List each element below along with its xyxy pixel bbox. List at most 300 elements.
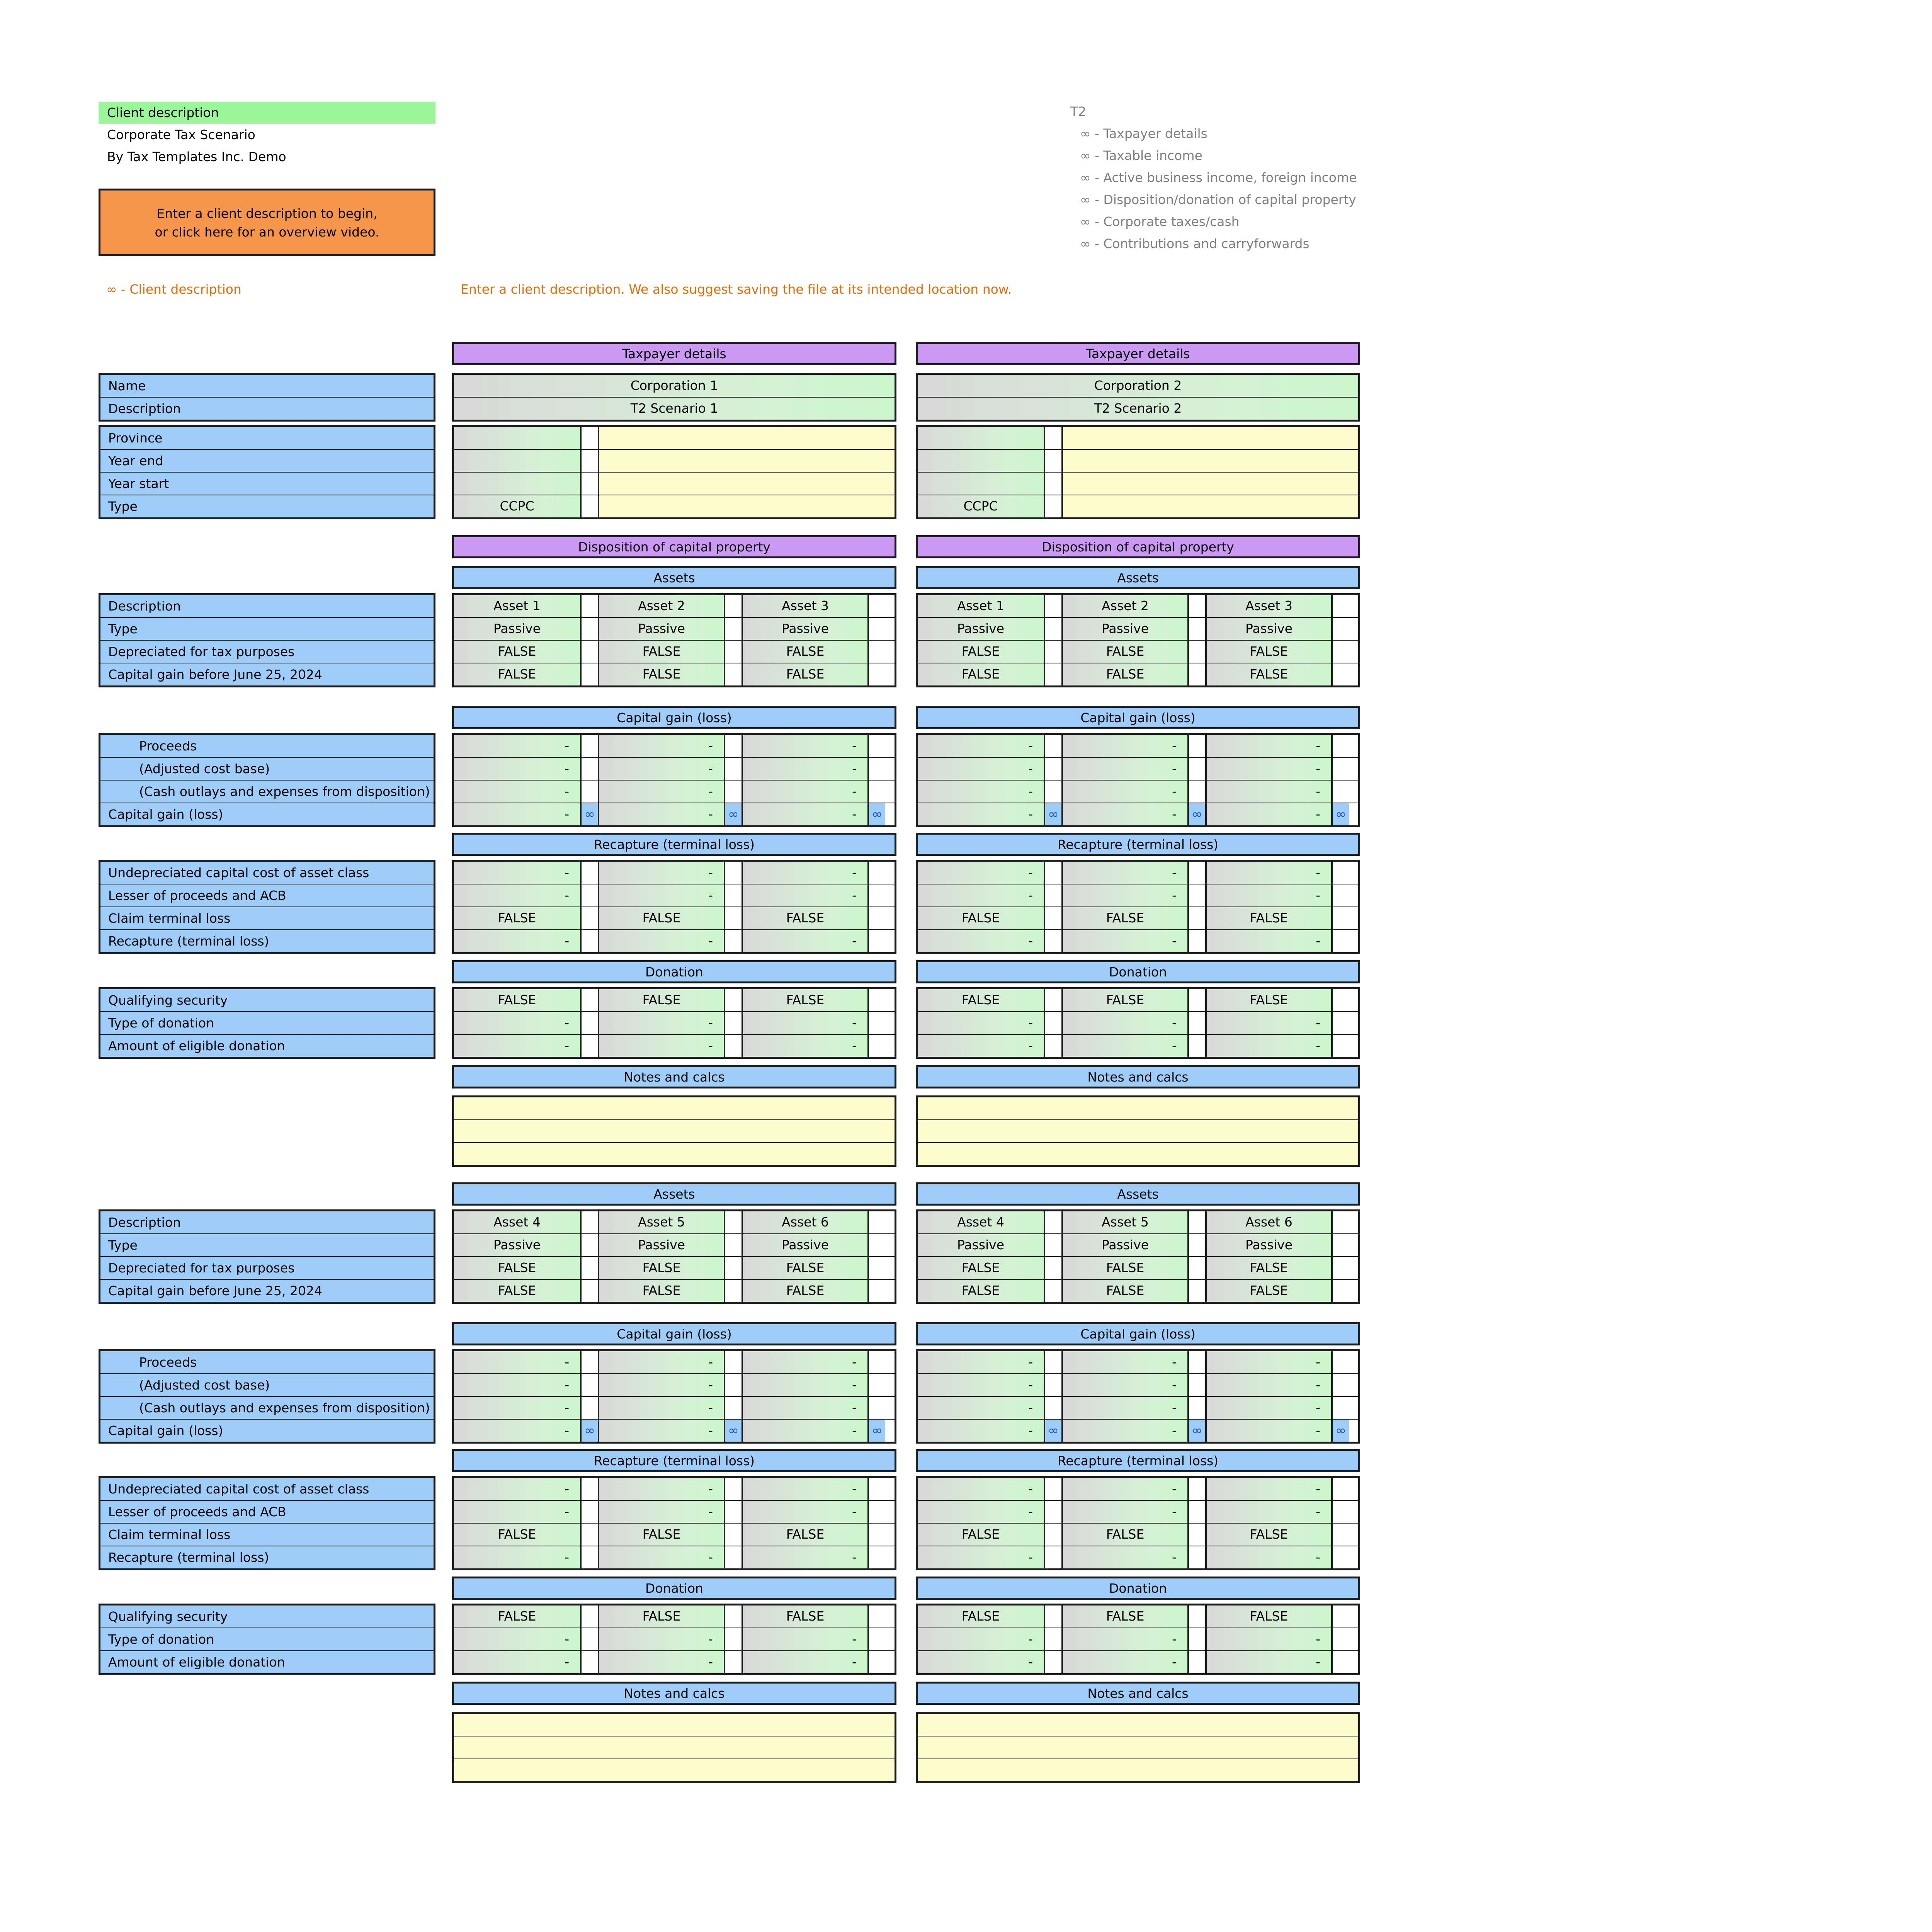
link-icon[interactable]: ∞ (1187, 1420, 1205, 1442)
corporation-name-cell[interactable]: Corporation 1 (454, 375, 895, 397)
amount-cell[interactable]: - (742, 1351, 867, 1373)
amount-cell[interactable]: - (1205, 1501, 1331, 1523)
taxpayer-year-start-cell[interactable] (454, 473, 580, 495)
spacer-cell (724, 1280, 742, 1302)
false-value-cell[interactable]: FALSE (598, 641, 724, 663)
scenario-description-cell[interactable]: T2 Scenario 1 (454, 398, 895, 420)
spacer-cell (867, 930, 885, 952)
label-cg-before: Capital gain before June 25, 2024 (100, 663, 434, 685)
false-value-cell[interactable]: FALSE (1205, 1605, 1331, 1628)
taxpayer-year-end-cell[interactable] (454, 450, 580, 472)
grid-row (918, 663, 1358, 685)
notes-input-row[interactable] (454, 1142, 895, 1165)
spacer-cell (1187, 1478, 1205, 1500)
spacer-cell (1187, 1035, 1205, 1057)
amount-cell[interactable]: - (598, 1351, 724, 1373)
overview-video-button[interactable] (99, 189, 435, 256)
asset-name-cell[interactable]: Asset 6 (1205, 1211, 1331, 1233)
false-value-cell[interactable]: FALSE (1061, 663, 1187, 685)
amount-cell[interactable]: - (454, 803, 580, 825)
link-icon[interactable]: ∞ (867, 1420, 885, 1442)
amount-cell[interactable]: - (918, 930, 1044, 952)
amount-cell[interactable]: - (1205, 1420, 1331, 1442)
amount-cell[interactable]: - (454, 758, 580, 780)
amount-cell[interactable]: - (742, 1478, 867, 1500)
amount-cell[interactable]: - (742, 781, 867, 803)
amount-cell[interactable]: - (598, 1012, 724, 1034)
amount-cell[interactable]: - (598, 1397, 724, 1419)
label-capital-gain: Capital gain (loss) (100, 803, 434, 825)
spacer-cell (867, 1374, 885, 1396)
amount-cell[interactable]: - (454, 1012, 580, 1034)
amount-cell[interactable]: - (598, 1546, 724, 1568)
asset-type-cell[interactable]: Passive (454, 1234, 580, 1256)
taxpayer-year-start-note[interactable] (1061, 473, 1358, 495)
link-icon[interactable]: ∞ (1044, 1420, 1061, 1442)
taxpayer-province-note[interactable] (1061, 427, 1358, 449)
asset-type-cell[interactable]: Passive (742, 618, 867, 640)
amount-cell[interactable]: - (918, 735, 1044, 757)
false-value-cell[interactable]: FALSE (598, 989, 724, 1011)
amount-cell[interactable]: - (598, 735, 724, 757)
spacer-cell (1331, 989, 1349, 1011)
toc-link-taxable-income[interactable]: ∞ - Taxable income (1080, 148, 1202, 163)
grid-row (918, 640, 1358, 663)
spacer-cell (1044, 1035, 1061, 1057)
amount-cell[interactable]: - (918, 781, 1044, 803)
false-value-cell[interactable]: FALSE (454, 1280, 580, 1302)
amount-cell[interactable]: - (598, 862, 724, 884)
grid-row (918, 862, 1358, 884)
false-value-cell[interactable]: FALSE (742, 1524, 867, 1546)
spacer-cell (1044, 907, 1061, 929)
amount-cell[interactable]: - (454, 1351, 580, 1373)
asset-name-cell[interactable]: Asset 2 (598, 595, 724, 617)
spacer-cell (580, 907, 598, 929)
false-value-cell[interactable]: FALSE (1061, 1280, 1187, 1302)
asset-name-cell[interactable]: Asset 4 (918, 1211, 1044, 1233)
false-value-cell[interactable]: FALSE (918, 1605, 1044, 1628)
grid-row (454, 1256, 895, 1279)
amount-cell[interactable]: - (598, 1628, 724, 1650)
spacer-cell (1044, 1234, 1061, 1256)
amount-cell[interactable]: - (1061, 1374, 1187, 1396)
link-icon[interactable]: ∞ (580, 803, 598, 825)
taxpayer-year-end-note[interactable] (598, 450, 895, 472)
notes-input-row[interactable] (918, 1097, 1358, 1119)
taxpayer-province-cell[interactable] (918, 427, 1044, 449)
amount-cell[interactable]: - (598, 1501, 724, 1523)
amount-cell[interactable]: - (598, 1420, 724, 1442)
asset-type-cell[interactable]: Passive (918, 1234, 1044, 1256)
taxpayer-year-start-note[interactable] (598, 473, 895, 495)
amount-cell[interactable]: - (742, 758, 867, 780)
taxpayer-type-note[interactable] (1061, 495, 1358, 517)
amount-cell[interactable]: - (1061, 930, 1187, 952)
false-value-cell[interactable]: FALSE (1205, 641, 1331, 663)
taxpayer-year-end-cell[interactable] (918, 450, 1044, 472)
asset-type-cell[interactable]: Passive (598, 618, 724, 640)
amount-cell[interactable]: - (454, 1374, 580, 1396)
amount-cell[interactable]: - (454, 1478, 580, 1500)
amount-cell[interactable]: - (918, 1501, 1044, 1523)
spacer-cell (1187, 595, 1205, 617)
asset-name-cell[interactable]: Asset 1 (454, 595, 580, 617)
false-value-cell[interactable]: FALSE (454, 1257, 580, 1279)
amount-cell[interactable]: - (918, 1035, 1044, 1057)
amount-cell[interactable]: - (918, 1546, 1044, 1568)
amount-cell[interactable]: - (1205, 1628, 1331, 1650)
spacer-cell (1187, 1501, 1205, 1523)
label-cg-before: Capital gain before June 25, 2024 (100, 1279, 434, 1302)
spacer-cell (724, 862, 742, 884)
amount-cell[interactable]: - (454, 1628, 580, 1650)
amount-cell[interactable]: - (454, 1397, 580, 1419)
amount-cell[interactable]: - (1205, 1351, 1331, 1373)
toc-link-disposition-donation[interactable]: ∞ - Disposition/donation of capital property (1080, 192, 1356, 207)
amount-cell[interactable]: - (1205, 1397, 1331, 1419)
false-value-cell[interactable]: FALSE (598, 1280, 724, 1302)
false-value-cell[interactable]: FALSE (1061, 907, 1187, 929)
label-description: Description (108, 599, 181, 614)
notes-input-row[interactable] (454, 1097, 895, 1119)
amount-cell[interactable]: - (1061, 1351, 1187, 1373)
notes-input-row[interactable] (454, 1119, 895, 1142)
amount-cell[interactable]: - (918, 1374, 1044, 1396)
asset-name-cell[interactable]: Asset 5 (598, 1211, 724, 1233)
false-value-cell[interactable]: FALSE (742, 641, 867, 663)
spacer-cell (1187, 781, 1205, 803)
spacer-cell (1044, 1501, 1061, 1523)
taxpayer-year-start-cell[interactable] (918, 473, 1044, 495)
spacer-cell (1331, 641, 1349, 663)
link-icon[interactable]: ∞ (1187, 803, 1205, 825)
asset-name-cell[interactable]: Asset 5 (1061, 1211, 1187, 1233)
false-value-cell[interactable]: FALSE (918, 663, 1044, 685)
amount-cell[interactable]: - (598, 758, 724, 780)
amount-cell[interactable]: - (1205, 1374, 1331, 1396)
amount-cell[interactable]: - (454, 781, 580, 803)
amount-cell[interactable]: - (742, 1501, 867, 1523)
amount-cell[interactable]: - (598, 884, 724, 906)
amount-cell[interactable]: - (742, 1546, 867, 1568)
false-value-cell[interactable]: FALSE (598, 663, 724, 685)
amount-cell[interactable]: - (1061, 1546, 1187, 1568)
link-icon[interactable]: ∞ (867, 803, 885, 825)
false-value-cell[interactable]: FALSE (1205, 663, 1331, 685)
taxpayer-name-grid (916, 373, 1360, 422)
notes-grid (916, 1712, 1360, 1783)
spacer-cell (580, 1651, 598, 1673)
toc-link-corporate-taxes[interactable]: ∞ - Corporate taxes/cash (1080, 214, 1240, 229)
false-value-cell[interactable]: FALSE (1061, 1524, 1187, 1546)
spacer-cell (580, 989, 598, 1011)
amount-cell[interactable]: - (1205, 1478, 1331, 1500)
toc-link-active-business-income[interactable]: ∞ - Active business income, foreign income (1080, 170, 1357, 185)
amount-cell[interactable]: - (1061, 1420, 1187, 1442)
spacer-cell (1044, 735, 1061, 757)
false-value-cell[interactable]: FALSE (1205, 1524, 1331, 1546)
data-grid (916, 860, 1360, 954)
spacer-cell (867, 1035, 885, 1057)
link-icon[interactable]: ∞ (580, 1420, 598, 1442)
data-grid (452, 593, 896, 687)
amount-cell[interactable]: - (918, 1397, 1044, 1419)
asset-name-cell[interactable]: Asset 3 (1205, 595, 1331, 617)
spacer-cell (1187, 989, 1205, 1011)
notes-grid (916, 1095, 1360, 1167)
false-value-cell[interactable]: FALSE (1061, 1257, 1187, 1279)
amount-cell[interactable]: - (454, 1546, 580, 1568)
taxpayer-province-note[interactable] (598, 427, 895, 449)
link-icon[interactable]: ∞ (1331, 803, 1349, 825)
label-eligible: Amount of eligible donation (100, 1650, 434, 1673)
label-block (99, 987, 435, 1059)
spacer-cell (1044, 1397, 1061, 1419)
label-block (99, 1476, 435, 1570)
notes-input-row[interactable] (454, 1759, 895, 1781)
false-value-cell[interactable]: FALSE (742, 1280, 867, 1302)
grid-row (918, 595, 1358, 617)
false-value-cell[interactable]: FALSE (918, 1524, 1044, 1546)
spacer-cell (867, 1257, 885, 1279)
client-description-link[interactable]: ∞ - Client description (106, 282, 242, 297)
label-year-start: Year start (100, 472, 434, 495)
taxpayer-name-grid (452, 373, 896, 422)
asset-name-cell[interactable]: Asset 2 (1061, 595, 1187, 617)
amount-cell[interactable]: - (1205, 1012, 1331, 1034)
amount-cell[interactable]: - (598, 930, 724, 952)
amount-cell[interactable]: - (742, 1035, 867, 1057)
amount-cell[interactable]: - (742, 862, 867, 884)
notes-input-row[interactable] (454, 1736, 895, 1759)
amount-cell[interactable]: - (454, 1420, 580, 1442)
amount-cell[interactable]: - (454, 1651, 580, 1673)
label-recapture: Recapture (terminal loss) (100, 1546, 434, 1568)
link-icon[interactable]: ∞ (724, 803, 742, 825)
amount-cell[interactable]: - (1061, 803, 1187, 825)
false-value-cell[interactable]: FALSE (454, 907, 580, 929)
overview-video-button-line1: Enter a client description to begin, (156, 206, 378, 221)
spacer-cell (1044, 1651, 1061, 1673)
amount-cell[interactable]: - (1061, 1012, 1187, 1034)
false-value-cell[interactable]: FALSE (454, 1605, 580, 1628)
spacer-cell (724, 930, 742, 952)
toc-link-taxpayer-details[interactable]: ∞ - Taxpayer details (1080, 126, 1208, 141)
donation-header: Donation (916, 960, 1360, 983)
label-proceeds: Proceeds (139, 1355, 197, 1370)
taxpayer-type-cell[interactable]: CCPC (454, 495, 580, 517)
asset-name-cell[interactable]: Asset 1 (918, 595, 1044, 617)
amount-cell[interactable]: - (598, 1035, 724, 1057)
amount-cell[interactable]: - (1061, 758, 1187, 780)
false-value-cell[interactable]: FALSE (454, 641, 580, 663)
false-value-cell[interactable]: FALSE (1061, 641, 1187, 663)
taxpayer-type-note[interactable] (598, 495, 895, 517)
amount-cell[interactable]: - (742, 803, 867, 825)
false-value-cell[interactable]: FALSE (918, 907, 1044, 929)
link-icon[interactable]: ∞ (1044, 803, 1061, 825)
grid-row (918, 1034, 1358, 1057)
asset-type-cell[interactable]: Passive (918, 618, 1044, 640)
toc-link-contributions[interactable]: ∞ - Contributions and carryforwards (1080, 236, 1310, 251)
false-value-cell[interactable]: FALSE (598, 1605, 724, 1628)
spacer-cell (580, 427, 598, 449)
spacer-cell (580, 663, 598, 685)
amount-cell[interactable]: - (742, 1420, 867, 1442)
grid-row (918, 1373, 1358, 1396)
link-icon[interactable]: ∞ (724, 1420, 742, 1442)
notes-input-row[interactable] (918, 1119, 1358, 1142)
false-value-cell[interactable]: FALSE (742, 1605, 867, 1628)
corporation-name-cell[interactable]: Corporation 2 (918, 375, 1358, 397)
amount-cell[interactable]: - (918, 1651, 1044, 1673)
spacer-cell (580, 1605, 598, 1628)
amount-cell[interactable]: - (598, 1374, 724, 1396)
false-value-cell[interactable]: FALSE (918, 1280, 1044, 1302)
amount-cell[interactable]: - (918, 1351, 1044, 1373)
spacer-cell (867, 1546, 885, 1568)
amount-cell[interactable]: - (1205, 758, 1331, 780)
amount-cell[interactable]: - (742, 1651, 867, 1673)
amount-cell[interactable]: - (454, 1035, 580, 1057)
amount-cell[interactable]: - (1205, 1651, 1331, 1673)
asset-type-cell[interactable]: Passive (454, 618, 580, 640)
false-value-cell[interactable]: FALSE (1205, 989, 1331, 1011)
amount-cell[interactable]: - (1061, 862, 1187, 884)
amount-cell[interactable]: - (1205, 1546, 1331, 1568)
notes-input-row[interactable] (918, 1142, 1358, 1165)
asset-name-cell[interactable]: Asset 3 (742, 595, 867, 617)
amount-cell[interactable]: - (1205, 735, 1331, 757)
client-author: By Tax Templates Inc. Demo (107, 149, 286, 164)
amount-cell[interactable]: - (598, 1478, 724, 1500)
taxpayer-province-cell[interactable] (454, 427, 580, 449)
grid-row (918, 375, 1358, 397)
data-grid (452, 1209, 896, 1304)
amount-cell[interactable]: - (918, 1012, 1044, 1034)
amount-cell[interactable]: - (598, 781, 724, 803)
amount-cell[interactable]: - (1061, 1628, 1187, 1650)
notes-input-row[interactable] (918, 1736, 1358, 1759)
amount-cell[interactable]: - (742, 1374, 867, 1396)
asset-name-cell[interactable]: Asset 4 (454, 1211, 580, 1233)
amount-cell[interactable]: - (1061, 781, 1187, 803)
amount-cell[interactable]: - (918, 1628, 1044, 1650)
spacer-cell (1187, 1012, 1205, 1034)
link-icon[interactable]: ∞ (1331, 1420, 1349, 1442)
amount-cell[interactable]: - (1205, 930, 1331, 952)
amount-cell[interactable]: - (918, 758, 1044, 780)
amount-cell[interactable]: - (454, 735, 580, 757)
false-value-cell[interactable]: FALSE (1061, 1605, 1187, 1628)
false-value-cell[interactable]: FALSE (1061, 989, 1187, 1011)
asset-type-cell[interactable]: Passive (1061, 1234, 1187, 1256)
amount-cell[interactable]: - (1061, 1397, 1187, 1419)
false-value-cell[interactable]: FALSE (454, 989, 580, 1011)
amount-cell[interactable]: - (1205, 884, 1331, 906)
amount-cell[interactable]: - (598, 1651, 724, 1673)
false-value-cell[interactable]: FALSE (454, 1524, 580, 1546)
spacer-cell (867, 1397, 885, 1419)
false-value-cell[interactable]: FALSE (918, 641, 1044, 663)
amount-cell[interactable]: - (918, 862, 1044, 884)
asset-type-cell[interactable]: Passive (1205, 618, 1331, 640)
false-value-cell[interactable]: FALSE (742, 1257, 867, 1279)
spacer-cell (580, 1374, 598, 1396)
amount-cell[interactable]: - (1061, 1035, 1187, 1057)
false-value-cell[interactable]: FALSE (598, 1257, 724, 1279)
amount-cell[interactable]: - (1061, 1478, 1187, 1500)
false-value-cell[interactable]: FALSE (918, 1257, 1044, 1279)
amount-cell[interactable]: - (742, 930, 867, 952)
amount-cell[interactable]: - (742, 1397, 867, 1419)
spacer-cell (724, 1234, 742, 1256)
notes-input-row[interactable] (454, 1714, 895, 1736)
asset-type-cell[interactable]: Passive (598, 1234, 724, 1256)
amount-cell[interactable]: - (918, 1478, 1044, 1500)
spacer-cell (724, 1257, 742, 1279)
recapture-header: Recapture (terminal loss) (916, 1449, 1360, 1472)
taxpayer-type-cell[interactable]: CCPC (918, 495, 1044, 517)
amount-cell[interactable]: - (1205, 1035, 1331, 1057)
asset-type-cell[interactable]: Passive (1205, 1234, 1331, 1256)
false-value-cell[interactable]: FALSE (918, 989, 1044, 1011)
amount-cell[interactable]: - (1061, 884, 1187, 906)
amount-cell[interactable]: - (454, 1501, 580, 1523)
amount-cell[interactable]: - (918, 803, 1044, 825)
false-value-cell[interactable]: FALSE (598, 907, 724, 929)
amount-cell[interactable]: - (742, 884, 867, 906)
spacer-cell (1331, 1524, 1349, 1546)
amount-cell[interactable]: - (918, 1420, 1044, 1442)
false-value-cell[interactable]: FALSE (1205, 1280, 1331, 1302)
asset-type-cell[interactable]: Passive (742, 1234, 867, 1256)
amount-cell[interactable]: - (598, 803, 724, 825)
amount-cell[interactable]: - (454, 862, 580, 884)
notes-input-row[interactable] (918, 1759, 1358, 1781)
spacer-cell (724, 1524, 742, 1546)
amount-cell[interactable]: - (1061, 1651, 1187, 1673)
taxpayer-year-end-note[interactable] (1061, 450, 1358, 472)
false-value-cell[interactable]: FALSE (742, 907, 867, 929)
scenario-description-cell[interactable]: T2 Scenario 2 (918, 398, 1358, 420)
amount-cell[interactable]: - (742, 735, 867, 757)
grid-row (918, 884, 1358, 906)
amount-cell[interactable]: - (454, 884, 580, 906)
amount-cell[interactable]: - (1061, 1501, 1187, 1523)
false-value-cell[interactable]: FALSE (1205, 1257, 1331, 1279)
false-value-cell[interactable]: FALSE (742, 989, 867, 1011)
amount-cell[interactable]: - (1205, 803, 1331, 825)
amount-cell[interactable]: - (454, 930, 580, 952)
amount-cell[interactable]: - (1205, 781, 1331, 803)
false-value-cell[interactable]: FALSE (1205, 907, 1331, 929)
amount-cell[interactable]: - (742, 1012, 867, 1034)
false-value-cell[interactable]: FALSE (454, 663, 580, 685)
spacer-cell (1331, 1035, 1349, 1057)
false-value-cell[interactable]: FALSE (598, 1524, 724, 1546)
notes-input-row[interactable] (918, 1714, 1358, 1736)
amount-cell[interactable]: - (1205, 862, 1331, 884)
amount-cell[interactable]: - (742, 1628, 867, 1650)
amount-cell[interactable]: - (918, 884, 1044, 906)
amount-cell[interactable]: - (1061, 735, 1187, 757)
asset-type-cell[interactable]: Passive (1061, 618, 1187, 640)
spacer-cell (724, 1211, 742, 1233)
asset-name-cell[interactable]: Asset 6 (742, 1211, 867, 1233)
false-value-cell[interactable]: FALSE (742, 663, 867, 685)
